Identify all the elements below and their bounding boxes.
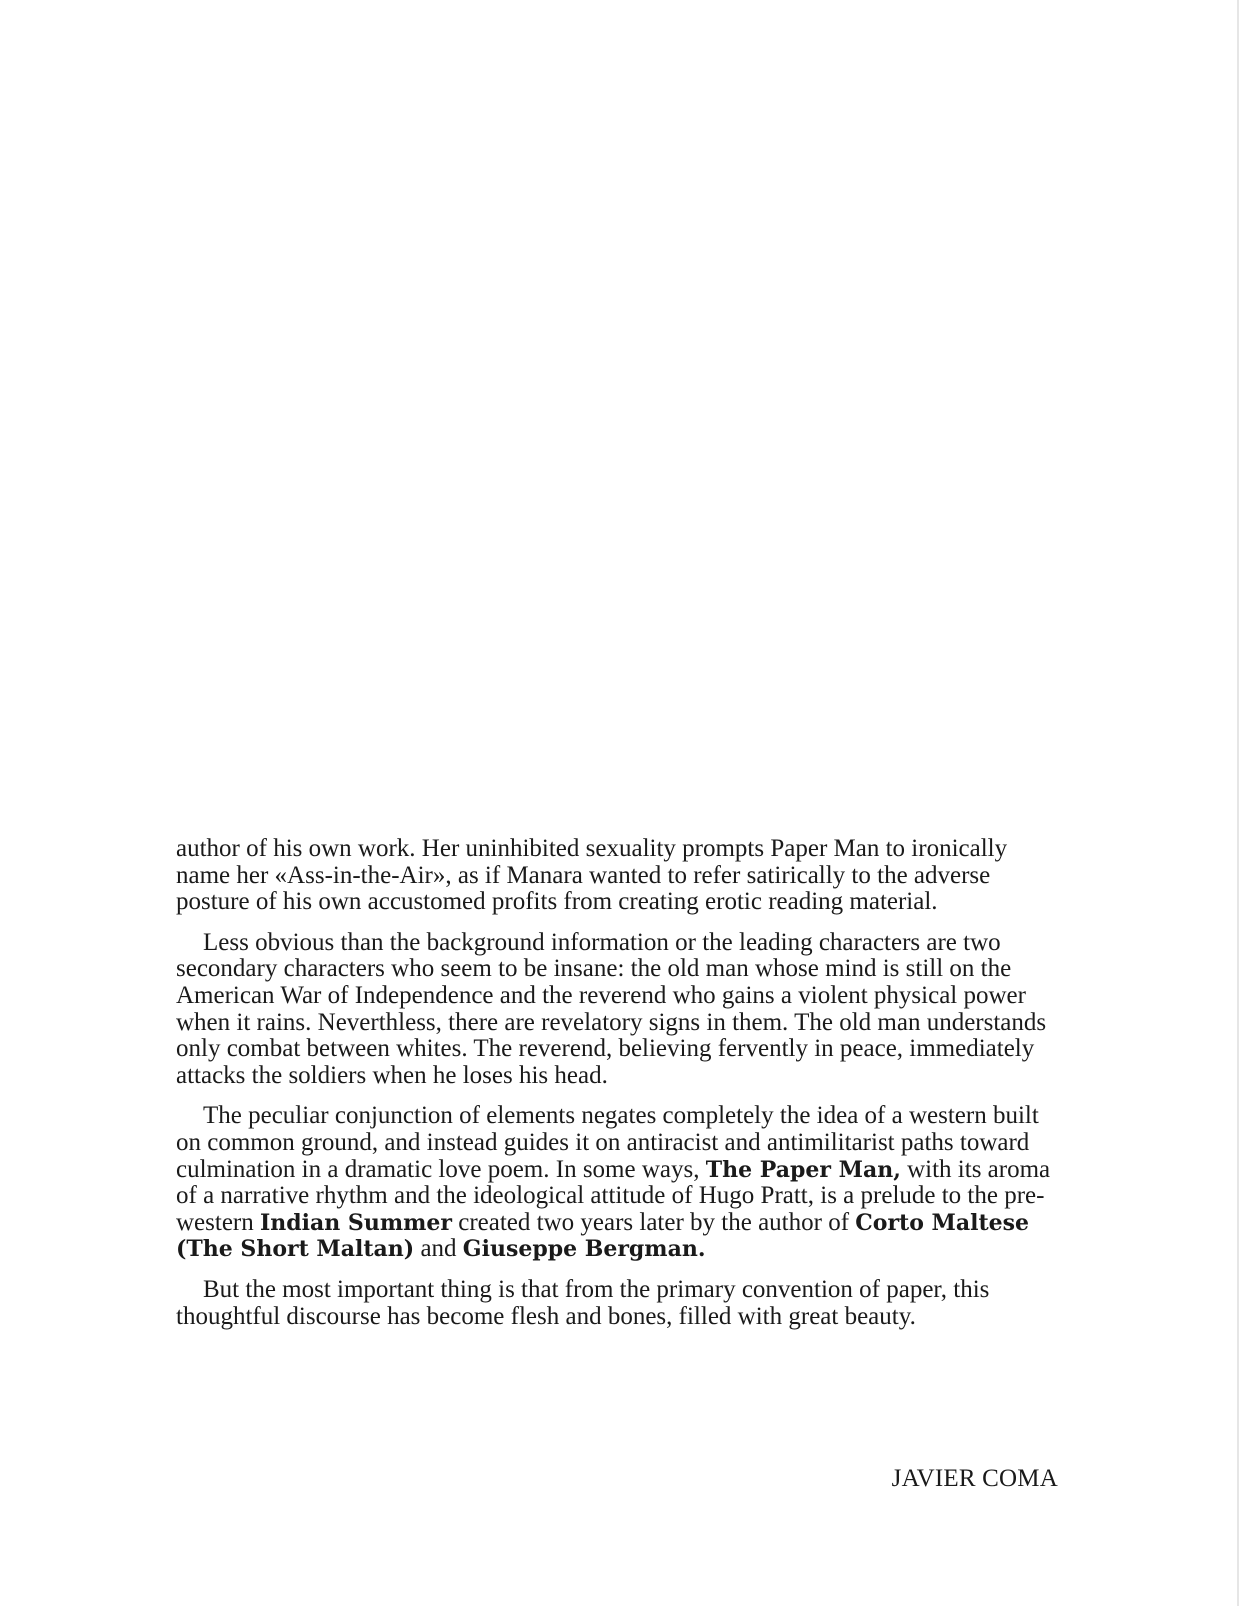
book-title-the-paper-man: The Paper Man, bbox=[705, 1156, 901, 1183]
essay-body bbox=[176, 836, 1056, 1344]
text-run: The peculiar conjunction of elements negates completely the idea of a western built on common ground, and instead guides it on antiracist and antimilitarist paths toward culmination in a dramatic love poem. In some ways, bbox=[176, 1102, 1039, 1183]
paragraph-3 bbox=[176, 1103, 1056, 1263]
paragraph-1 bbox=[176, 836, 1056, 916]
author-signature: JAVIER COMA bbox=[891, 1465, 1058, 1492]
text-run: But the most important thing is that from the primary convention of paper, this thoughtful discourse has become flesh and bones, filled with great beauty. bbox=[176, 1275, 990, 1330]
text-run: created two years later by the author of bbox=[451, 1208, 856, 1236]
paragraph-4 bbox=[176, 1277, 1056, 1330]
text-run: with its aroma of a narrative rhythm and the ideological attitude of Hugo Pratt, is a prelude to the pre-western bbox=[176, 1155, 1051, 1236]
text-run: Less obvious than the background information or the leading characters are two secondary characters who seem to be insane: the old man whose mind is still on the American War of Independence and the reverend who gains a violent physical power when it rains. Neverthless, there are revelatory signs in them. The old man understands only combat between whites. The reverend, believing fervently in peace, immediately attacks the soldiers when he loses his head. bbox=[176, 928, 1047, 1089]
book-title-corto-maltese: Corto Maltese (The Short Maltan) bbox=[176, 1209, 1030, 1263]
text-run: author of his own work. Her uninhibited sexuality prompts Paper Man to ironically name her «Ass-in-the-Air», as if Manara wanted to refer satirically to the adverse posture of his own accustomed profits from creating erotic reading material. bbox=[176, 835, 1008, 916]
book-title-giuseppe-bergman: Giuseppe Bergman. bbox=[462, 1236, 706, 1263]
text-run: and bbox=[414, 1235, 463, 1263]
book-title-indian-summer: Indian Summer bbox=[260, 1209, 452, 1236]
paragraph-2 bbox=[176, 930, 1056, 1090]
